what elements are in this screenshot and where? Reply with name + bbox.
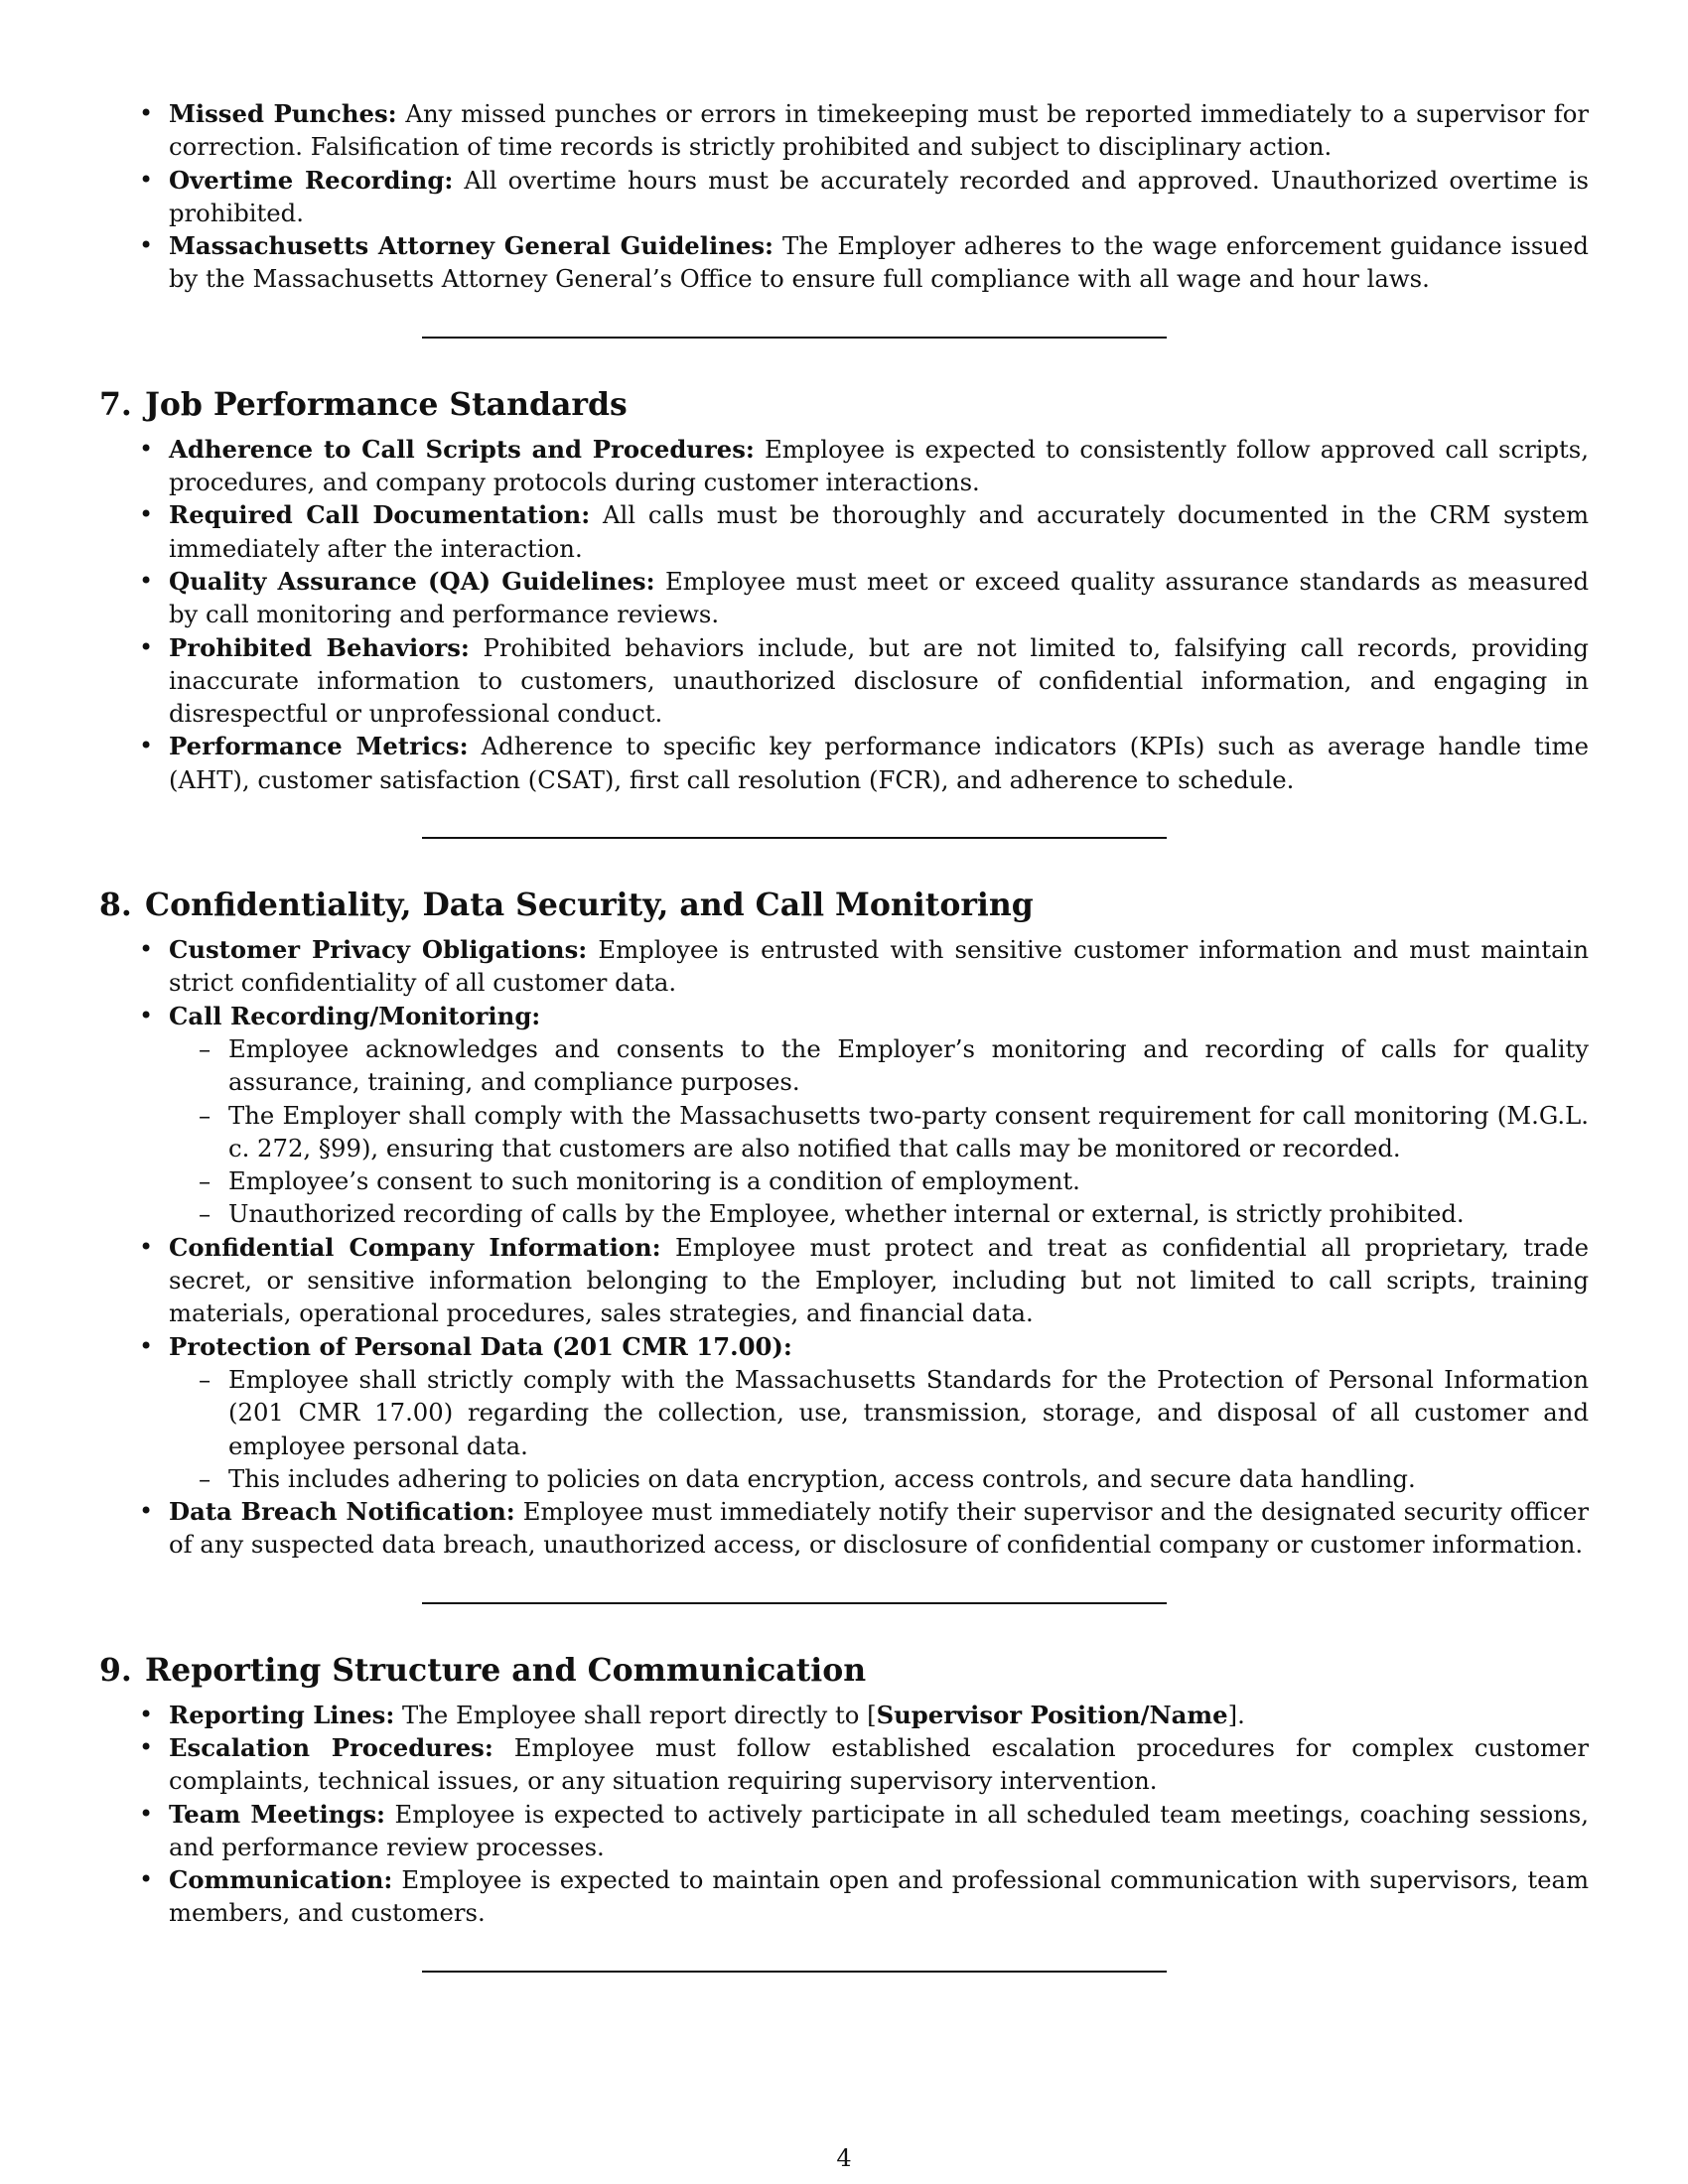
section-heading: 9. Reporting Structure and Communication bbox=[99, 1651, 867, 1689]
list-item: • Required Call Documentation: All calls must be thoroughly and accurately documented in the CRM system immediately after the interaction. bbox=[169, 498, 1589, 565]
sub-list-item: – This includes adhering to policies on data encryption, access controls, and secure data handling. bbox=[228, 1462, 1589, 1495]
sub-list-item: – Employee acknowledges and consents to the Employer’s monitoring and recording of calls for quality assurance, training, and compliance purposes. bbox=[228, 1032, 1589, 1099]
sub-list-item: – Employee’s consent to such monitoring is a condition of employment. bbox=[228, 1164, 1589, 1197]
section-divider bbox=[422, 1971, 1167, 1973]
list-item: • Overtime Recording: All overtime hours must be accurately recorded and approved. Unauthorized overtime is prohibited. bbox=[169, 164, 1589, 230]
list-item: • Customer Privacy Obligations: Employee is entrusted with sensitive customer information and must maintain strict confidentiality of all customer data. bbox=[169, 933, 1589, 1000]
list-item: • Performance Metrics: Adherence to specific key performance indicators (KPIs) such as average handle time (AHT), customer satisfaction (CSAT), first call resolution (FCR), and adherence to schedule. bbox=[169, 730, 1589, 796]
section7-list bbox=[99, 433, 1589, 796]
sub-list bbox=[169, 1032, 1589, 1231]
list-item: • Escalation Procedures: Employee must follow established escalation procedures for complex customer complaints, technical issues, or any situation requiring supervisory intervention. bbox=[169, 1731, 1589, 1798]
list-item: • Confidential Company Information: Employee must protect and treat as confidential all proprietary, trade secret, or sensitive information belonging to the Employer, including but not limited to call scripts, training materials, operational procedures, sales strategies, and financial data. bbox=[169, 1231, 1589, 1330]
sub-list-item: – The Employer shall comply with the Massachusetts two-party consent requirement for call monitoring (M.G.L. c. 272, §99), ensuring that customers are also notified that calls may be monitored or recorded. bbox=[228, 1099, 1589, 1165]
section-divider bbox=[422, 337, 1167, 339]
section8-list bbox=[99, 933, 1589, 1562]
list-item: • Data Breach Notification: Employee must immediately notify their supervisor and the designated security officer of any suspected data breach, unauthorized access, or disclosure of confidential company or customer information. bbox=[169, 1495, 1589, 1562]
section9-list bbox=[99, 1699, 1589, 1930]
list-item: • Prohibited Behaviors: Prohibited behaviors include, but are not limited to, falsifying call records, providing inaccurate information to customers, unauthorized disclosure of confidential information, and engaging in disrespectful or unprofessional conduct. bbox=[169, 631, 1589, 731]
list-item: • Missed Punches: Any missed punches or errors in timekeeping must be reported immediately to a supervisor for correction. Falsification of time records is strictly prohibited and subject to disciplinary action. bbox=[169, 97, 1589, 164]
timekeeping-list bbox=[99, 97, 1589, 296]
sub-list-item: – Employee shall strictly comply with the Massachusetts Standards for the Protection of Personal Information (201 CMR 17.00) regarding the collection, use, transmission, storage, and disposal of all customer and employee personal data. bbox=[228, 1363, 1589, 1462]
section-heading: 7. Job Performance Standards bbox=[99, 385, 628, 423]
section-divider bbox=[422, 837, 1167, 839]
list-item: • Team Meetings: Employee is expected to actively participate in all scheduled team meetings, coaching sessions, and performance review processes. bbox=[169, 1798, 1589, 1864]
list-item: • Adherence to Call Scripts and Procedures: Employee is expected to consistently follow approved call scripts, procedures, and company protocols during customer interactions. bbox=[169, 433, 1589, 499]
supervisor-placeholder: Supervisor Position/Name bbox=[876, 1700, 1228, 1729]
list-item: • Communication: Employee is expected to maintain open and professional communication with supervisors, team members, and customers. bbox=[169, 1863, 1589, 1930]
page-content bbox=[99, 97, 1589, 1973]
list-item: • Protection of Personal Data (201 CMR 17.00): – Employee shall strictly comply with the Massachusetts Standards for the Protection of Personal Information (201 CMR 17.00) regarding the collection, use, transmission, storage, and disposal of all customer and employee personal data. – This includes adhering to policies on data encryption, access controls, and secure data handling. bbox=[169, 1330, 1589, 1495]
list-item: • Reporting Lines: The Employee shall report directly to [Supervisor Position/Name]. bbox=[169, 1699, 1589, 1731]
sub-list-item: – Unauthorized recording of calls by the Employee, whether internal or external, is strictly prohibited. bbox=[228, 1197, 1589, 1230]
page-number: 4 bbox=[836, 2144, 852, 2172]
list-item: • Quality Assurance (QA) Guidelines: Employee must meet or exceed quality assurance standards as measured by call monitoring and performance reviews. bbox=[169, 565, 1589, 631]
sub-list bbox=[169, 1363, 1589, 1495]
section-divider bbox=[422, 1602, 1167, 1604]
list-item: • Massachusetts Attorney General Guidelines: The Employer adheres to the wage enforcement guidance issued by the Massachusetts Attorney General’s Office to ensure full compliance with all wage and hour laws. bbox=[169, 229, 1589, 296]
section-heading: 8. Confidentiality, Data Security, and Call Monitoring bbox=[99, 887, 1034, 924]
list-item: • Call Recording/Monitoring: – Employee acknowledges and consents to the Employer’s monitoring and recording of calls for quality assurance, training, and compliance purposes. – The Employer shall comply with the Massachusetts two-party consent requirement for call monitoring (M.G.L. c. 272, §99), ensuring that customers are also notified that calls may be monitored or recorded. – Employee’s consent to such monitoring is a condition of employment. – Unauthorized recording of calls by the Employee, whether internal or external, is strictly prohibited. bbox=[169, 1000, 1589, 1231]
